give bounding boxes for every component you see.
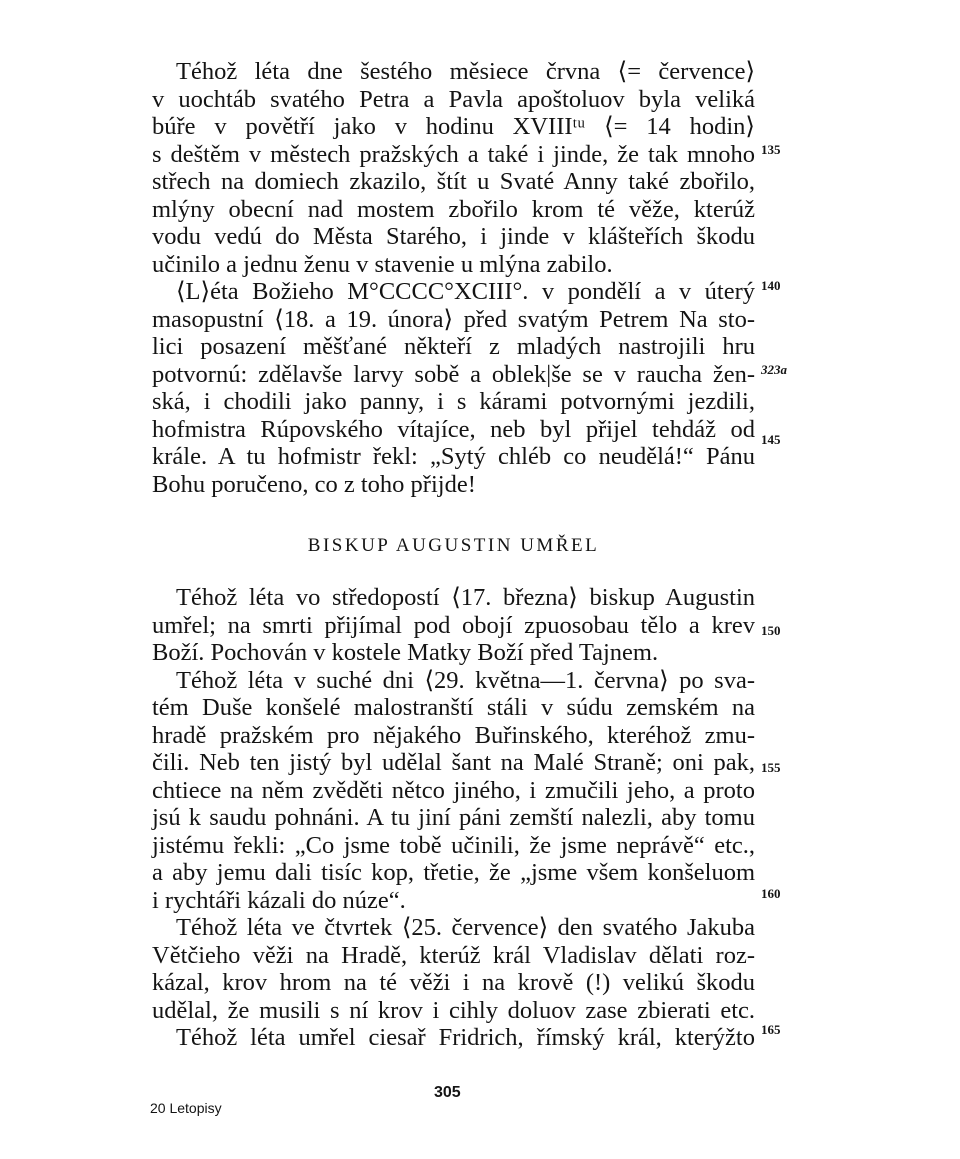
text-line: Téhož léta ve čtvrtek ⟨25. července⟩ den svatého Jakuba <box>176 914 755 941</box>
text-line: ská, i chodili jako panny, i s kárami potvornými jezdili, <box>152 388 755 415</box>
text-line: jistému řekli: „Co jsme tobě učinili, že jsme neprávě“ etc., <box>152 831 755 859</box>
text-line: ⟨L⟩éta Božieho M°CCCC°XCIII°. v pondělí a v úterý <box>176 278 755 305</box>
text-line: udělal, že musili s ní krov i cihly doluov zase zbierati etc. <box>152 996 755 1024</box>
text-line: lici posazení měšťané někteří z mladých nastrojili hru <box>152 333 755 360</box>
text-line: Téhož léta umřel ciesař Fridrich, římský král, kterýžto <box>176 1024 755 1051</box>
page-number: 305 <box>434 1084 461 1101</box>
text-line: učinilo a jednu ženu v stavenie u mlýna zabilo. <box>152 250 613 278</box>
text-line: Téhož léta dne šestého měsiece črvna ⟨= července⟩ <box>176 58 755 85</box>
section-heading: BISKUP AUGUSTIN UMŘEL <box>307 535 600 556</box>
margin-folio-number: 323a <box>761 362 787 377</box>
text-line: krále. A tu hofmistr řekl: „Sytý chléb co neudělá!“ Pánu <box>152 443 755 470</box>
text-line: chtiece na něm zvěděti nětco jiného, i zmučili jeho, a proto <box>152 776 755 804</box>
text-line: s deštěm v městech pražských a také i jinde, že tak mnoho <box>152 140 755 168</box>
margin-line-number: 145 <box>761 432 781 447</box>
text-line: tém Duše konšelé malostranští stáli v súdu zemském na <box>152 694 755 721</box>
text-line: Větčieho věži na Hradě, kterúž král Vladislav dělati roz- <box>152 941 755 969</box>
text-line: hradě pražském pro nějakého Buřinského, kteréhož zmu- <box>152 721 755 749</box>
text-line: čili. Neb ten jistý byl udělal šant na Malé Straně; oni pak, <box>152 749 755 776</box>
margin-line-number: 160 <box>761 886 781 901</box>
text-line: masopustní ⟨18. a 19. února⟩ před svatým Petrem Na sto- <box>152 305 755 333</box>
margin-line-number: 165 <box>761 1022 781 1037</box>
text-line: Téhož léta v suché dni ⟨29. května—1. června⟩ po sva- <box>176 666 755 694</box>
text-line: jsú k saudu pohnáni. A tu jiní páni zemští nalezli, aby tomu <box>152 804 755 831</box>
margin-line-number: 140 <box>761 278 781 293</box>
text-line: a aby jemu dali tisíc kop, třetie, že „jsme všem konšeluom <box>152 859 755 886</box>
text-line: kázal, krov hrom na té věži i na krově (!) velikú škodu <box>152 969 755 996</box>
footer-signature: 20 Letopisy <box>150 1100 222 1116</box>
text-line: umřel; na smrti přijímal pod obojí zpuosobau tělo a krev <box>152 611 755 639</box>
margin-line-number: 155 <box>761 760 781 775</box>
margin-line-number: 135 <box>761 142 781 157</box>
text-line: i rychtáři kázali do núze“. <box>152 886 406 914</box>
text-line: v uochtáb svatého Petra a Pavla apoštoluov byla veliká <box>152 85 755 113</box>
margin-line-number: 150 <box>761 623 781 638</box>
text-line: Téhož léta vo středopostí ⟨17. března⟩ biskup Augustin <box>176 584 755 611</box>
text-line: potvornú: zdělavše larvy sobě a oblek|še se v raucha žen- <box>152 360 755 388</box>
text-line: búře v povětří jako v hodinu XVIIIᵗᵘ ⟨= 14 hodin⟩ <box>152 113 755 140</box>
text-line: hofmistra Rúpovského vítajíce, neb byl přijel tehdáž od <box>152 415 755 443</box>
upper-text-block <box>152 58 755 498</box>
text-line: Bohu poručeno, co z toho přijde! <box>152 470 476 498</box>
text-line: střech na domiech zkazilo, štít u Svaté Anny také zbořilo, <box>152 168 755 195</box>
text-line: mlýny obecní nad mostem zbořilo krom té věže, kterúž <box>152 195 755 223</box>
text-line: vodu vedú do Města Starého, i jinde v klášteřích škodu <box>152 223 755 250</box>
lower-text-block <box>152 584 755 1052</box>
text-line: Boží. Pochován v kostele Matky Boží před Tajnem. <box>152 639 659 666</box>
